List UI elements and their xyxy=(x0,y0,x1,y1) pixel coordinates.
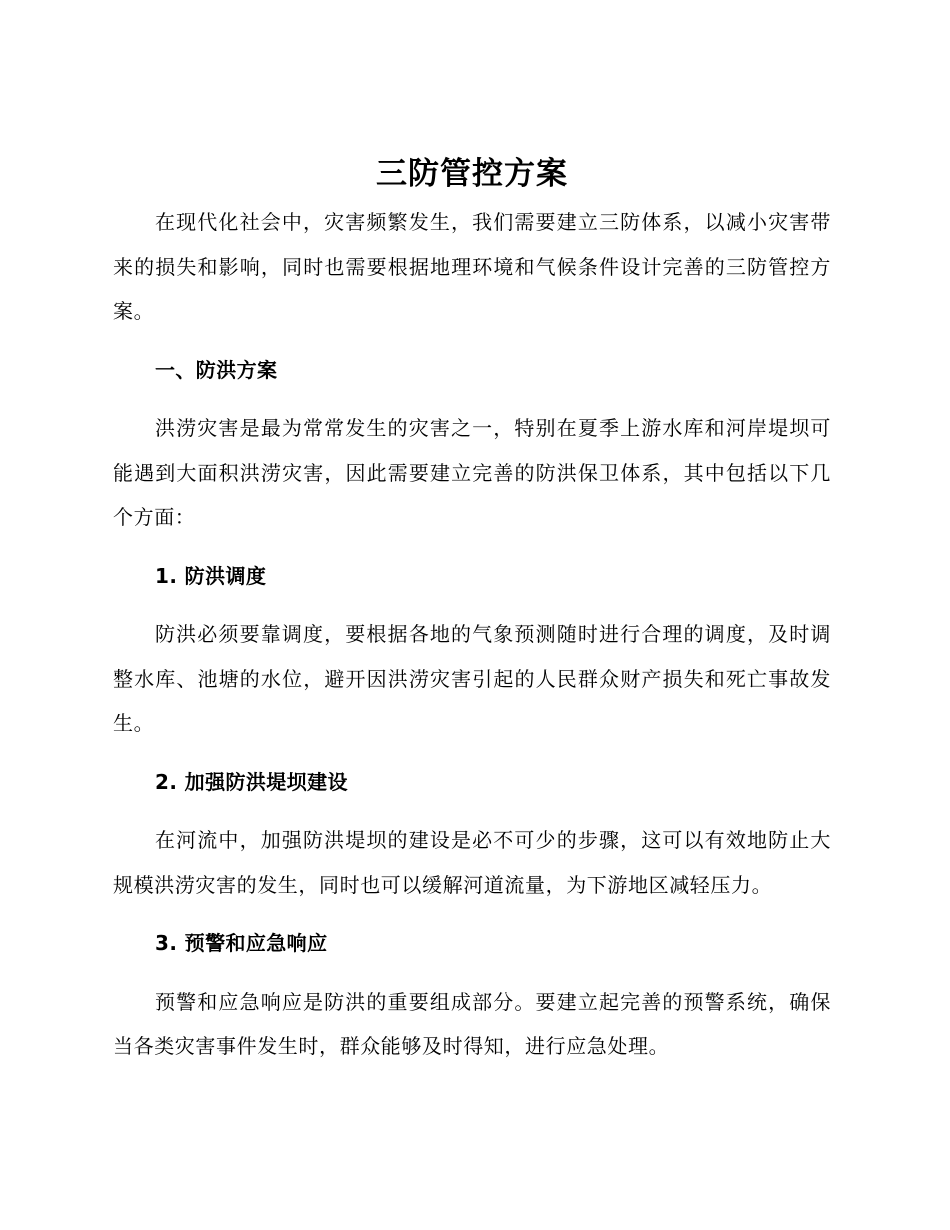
spacer xyxy=(113,966,831,980)
spacer xyxy=(113,598,831,612)
item-paragraph-warning: 预警和应急响应是防洪的重要组成部分。要建立起完善的预警系统，确保当各类灾害事件发生时，群众能够及时得知，进行应急处理。 xyxy=(113,989,831,1058)
section-heading-flood: 一、防洪方案 xyxy=(155,357,278,382)
spacer xyxy=(113,907,831,921)
item-paragraph-dispatch: 防洪必须要靠调度，要根据各地的气象预测随时进行合理的调度，及时调整水库、池塘的水位，避开因洪涝灾害引起的人民群众财产损失和死亡事故发生。 xyxy=(113,622,831,735)
item-heading-warning: 3. 预警和应急响应 xyxy=(155,931,328,955)
intro-paragraph: 在现代化社会中，灾害频繁发生，我们需要建立三防体系，以减小灾害带来的损失和影响，同时也需要根据地理环境和气候条件设计完善的三防管控方案。 xyxy=(113,210,831,323)
item-paragraph-levee: 在河流中，加强防洪堤坝的建设是必不可少的步骤，这可以有效地防止大规模洪涝灾害的发生，同时也可以缓解河道流量，为下游地区减轻压力。 xyxy=(113,828,831,897)
spacer xyxy=(113,804,831,818)
section-paragraph-flood: 洪涝灾害是最为常常发生的灾害之一，特别在夏季上游水库和河岸堤坝可能遇到大面积洪涝灾害，因此需要建立完善的防洪保卫体系，其中包括以下几个方面： xyxy=(113,416,831,529)
page-title: 三防管控方案 xyxy=(376,156,568,192)
spacer xyxy=(113,540,831,554)
spacer xyxy=(113,334,831,348)
item-heading-dispatch: 1. 防洪调度 xyxy=(155,563,267,588)
item-heading-levee: 2. 加强防洪堤坝建设 xyxy=(155,769,348,794)
spacer xyxy=(113,392,831,406)
spacer xyxy=(113,746,831,760)
document-page xyxy=(113,152,831,1069)
